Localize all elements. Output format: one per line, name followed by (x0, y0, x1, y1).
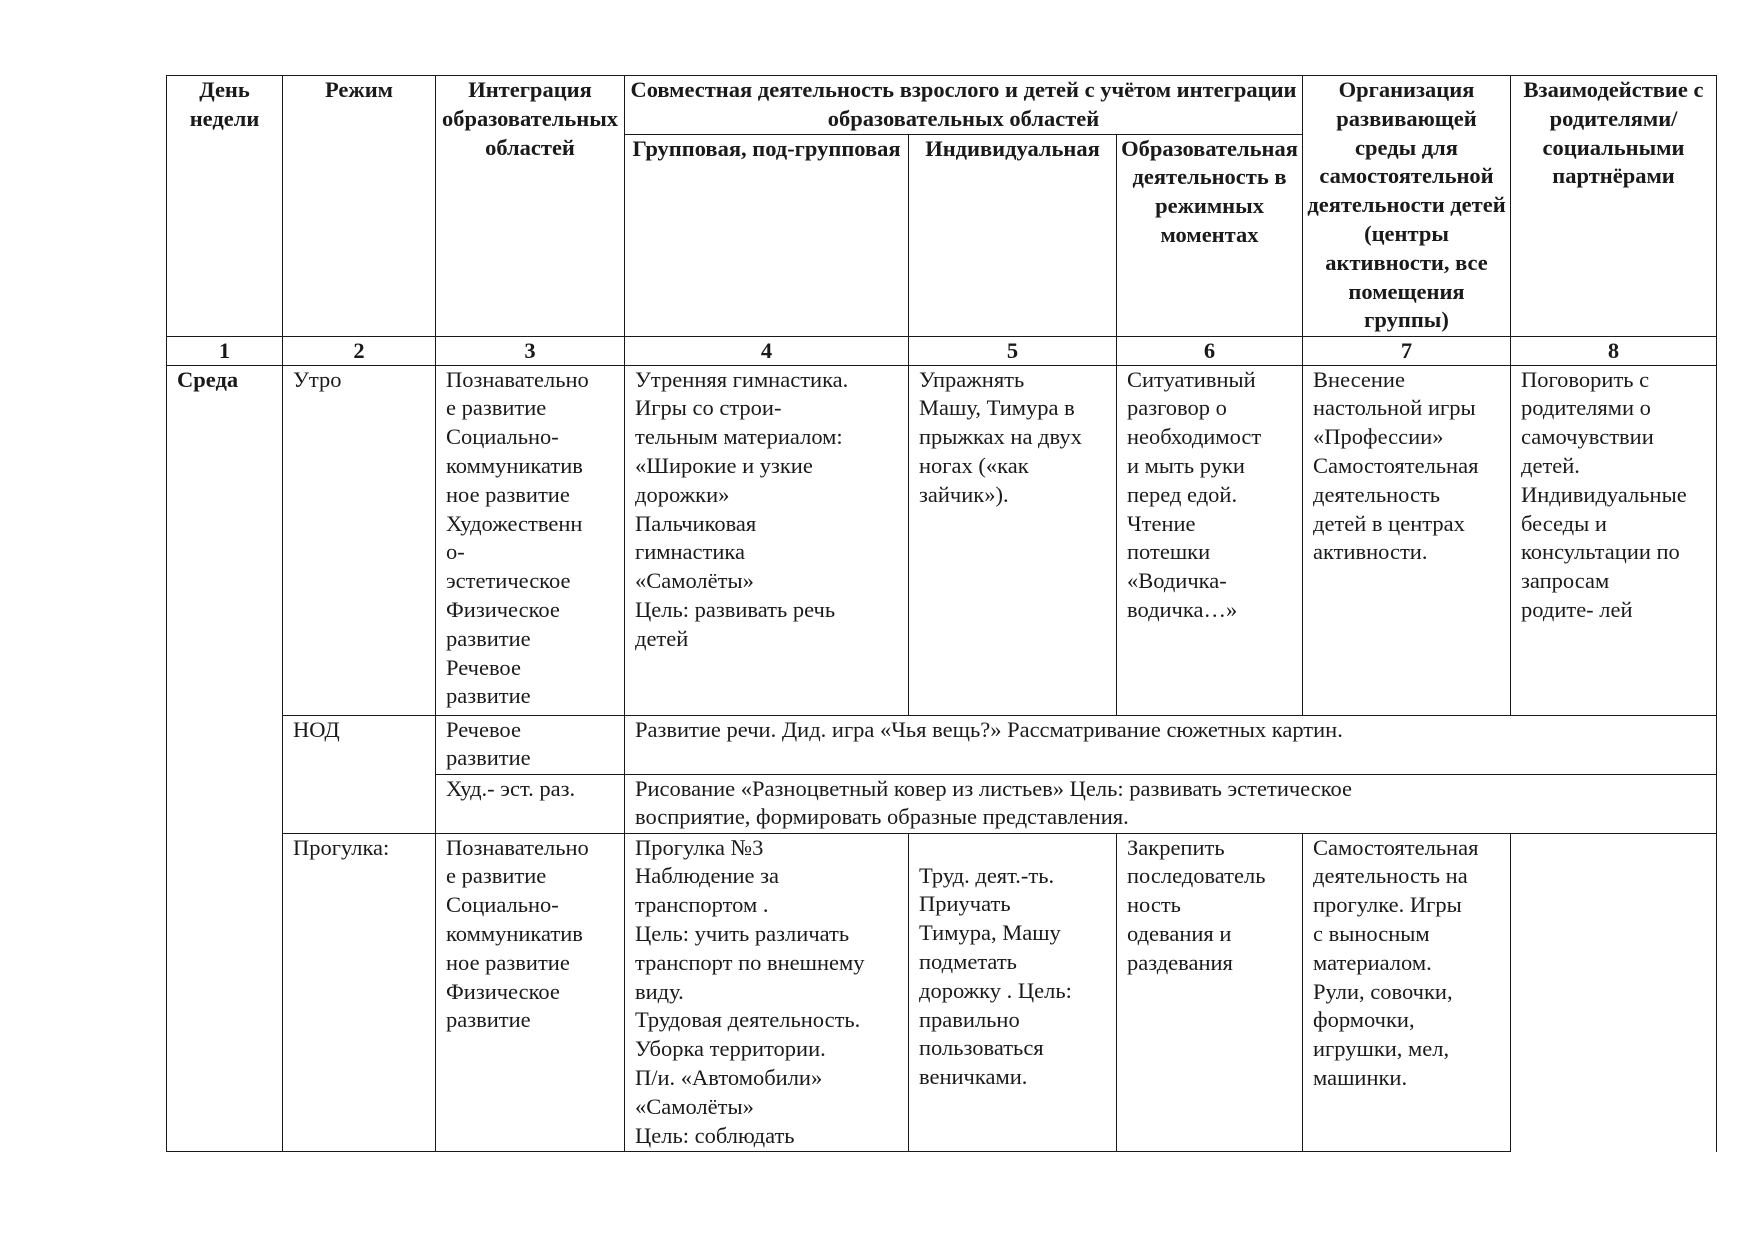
header-individual: Индивидуальная (909, 134, 1117, 336)
header-group: Групповая, под-групповая (625, 134, 909, 336)
column-number: 2 (283, 336, 436, 365)
morning-group-activity: Утренняя гимнастика. Игры со строи- тельным материалом: «Широкие и узкие дорожки» Пальчиковая гимнастика «Самолёты» Цель: развивать речь детей (625, 365, 909, 715)
header-regime: Режим (283, 76, 436, 337)
morning-individual-activity: Упражнять Машу, Тимура в прыжках на двух ногах («как зайчик»). (909, 365, 1117, 715)
morning-regime-moments: Ситуативный разговор о необходимост и мыть руки перед едой. Чтение потешки «Водичка- водичка…» (1117, 365, 1303, 715)
column-number: 1 (167, 336, 283, 365)
column-number: 8 (1511, 336, 1717, 365)
walk-individual-activity: Труд. деят.-ть. Приучать Тимура, Машу подметать дорожку . Цель: правильно пользоваться веничками. (909, 833, 1117, 1151)
nod-area-art: Худ.- эст. раз. (436, 774, 625, 833)
header-joint-activity: Совместная деятельность взрослого и детей с учётом интеграции образовательных областей (625, 76, 1303, 135)
column-number-row (167, 336, 1717, 365)
nod-activity-art: Рисование «Разноцветный ковер из листьев» Цель: развивать эстетическое восприятие, формировать образные представления. (625, 774, 1717, 833)
plan-table (166, 75, 1717, 1152)
header-day-of-week: День недели (167, 76, 283, 337)
walk-group-activity: Прогулка №3 Наблюдение за транспортом . Цель: учить различать транспорт по внешнему виду. Трудовая деятельность. Уборка территории. П/и. «Автомобили» «Самолёты» Цель: соблюдать (625, 833, 909, 1151)
table-row-walk (167, 833, 1717, 1151)
morning-environment: Внесение настольной игры «Профессии» Самостоятельная деятельность детей в центрах активности. (1303, 365, 1511, 715)
header-regime-moments: Образовательная деятельность в режимных моментах (1117, 134, 1303, 336)
table-row-morning (167, 365, 1717, 715)
walk-regime-moments: Закрепить последователь ность одевания и раздевания (1117, 833, 1303, 1151)
column-number: 5 (909, 336, 1117, 365)
walk-areas: Познавательно е развитие Социально- коммуникатив ное развитие Физическое развитие (436, 833, 625, 1151)
nod-regime: НОД (283, 715, 436, 833)
morning-areas: Познавательно е развитие Социально- коммуникатив ное развитие Художественн о- эстетическое Физическое развитие Речевое развитие (436, 365, 625, 715)
table-row-nod-speech (167, 715, 1717, 774)
day-cell: Среда (167, 365, 283, 1151)
header-row-1 (167, 76, 1717, 135)
header-integration-areas: Интеграция образовательных областей (436, 76, 625, 337)
column-number: 6 (1117, 336, 1303, 365)
morning-regime: Утро (283, 365, 436, 715)
walk-regime: Прогулка: (283, 833, 436, 1151)
walk-environment: Самостоятельная деятельность на прогулке. Игры с выносным материалом. Рули, совочки, формочки, игрушки, мел, машинки. (1303, 833, 1511, 1151)
morning-parents: Поговорить с родителями о самочувствии детей. Индивидуальные беседы и консультации по запросам родите- лей (1511, 365, 1717, 715)
header-parents: Взаимодействие с родителями/ социальными партнёрами (1511, 76, 1717, 337)
nod-area-speech: Речевое развитие (436, 715, 625, 774)
nod-activity-speech: Развитие речи. Дид. игра «Чья вещь?» Рассматривание сюжетных картин. (625, 715, 1717, 774)
column-number: 4 (625, 336, 909, 365)
column-number: 7 (1303, 336, 1511, 365)
column-number: 3 (436, 336, 625, 365)
header-environment: Организация развивающей среды для самостоятельной деятельности детей (центры активности, все помещения группы) (1303, 76, 1511, 337)
